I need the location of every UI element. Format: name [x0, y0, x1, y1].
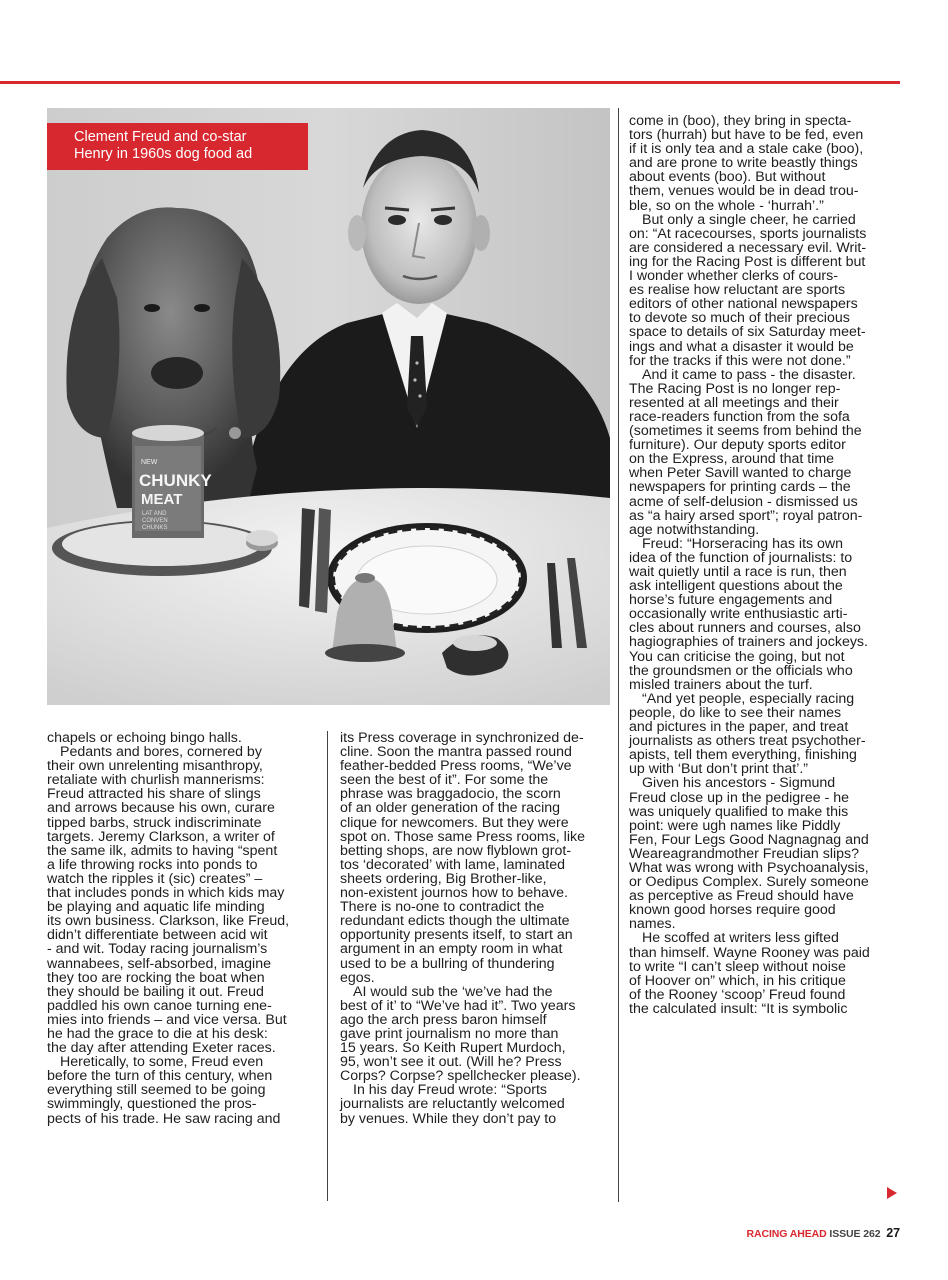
article-line: a life throwing rocks into ponds to [47, 856, 258, 873]
article-line: race-readers function from the sofa [629, 408, 850, 425]
article-line: the day after attending Exeter races. [47, 1040, 276, 1057]
article-line: spot on. Those same Press rooms, like [340, 828, 585, 845]
article-line: - and wit. Today racing journalism’s [47, 941, 268, 958]
article-line: What was wrong with Psychoanalysis, [629, 859, 869, 876]
article-line: pects of his trade. He saw racing and [47, 1110, 281, 1127]
article-line: point: were ugh names like Piddly [629, 817, 841, 834]
article-line: known good horses require good [629, 902, 836, 919]
article-line: wannabees, self-absorbed, imagine [47, 955, 271, 972]
article-line: they should be bailing it out. Freud [47, 983, 264, 1000]
article-line: everything still seemed to be going [47, 1082, 266, 1099]
article-line: Freud attracted his share of slings [47, 786, 261, 803]
article-line: acme of self-delusion - dismissed us [629, 493, 858, 510]
article-column-3 [629, 114, 901, 1016]
article-line: resented at all meetings and their [629, 394, 839, 411]
article-line: There is no-one to contradict the [340, 899, 545, 916]
article-line: wait quietly until a race is run, then [629, 564, 847, 580]
page-number: 27 [886, 1226, 900, 1240]
article-line: ing for the Racing Post is different but [629, 253, 866, 270]
article-line: targets. Jeremy Clarkson, a writer of [47, 828, 275, 845]
article-line: the groundsmen or the officials who [629, 662, 853, 679]
article-line: 15 years. So Keith Rupert Murdoch, [340, 1040, 566, 1057]
article-line: that includes ponds in which kids may [47, 885, 285, 902]
article-line: about events (boo). But without [629, 169, 826, 186]
article-line: used to be a bullring of thundering [340, 955, 555, 972]
article-line: misled trainers about the turf. [629, 676, 813, 693]
article-line: clique for newcomers. But they were [340, 814, 569, 831]
article-line: tos ‘decorated’ with lame, laminated [340, 856, 566, 873]
article-line: Corps? Corpse? spellchecker please). [340, 1068, 581, 1085]
article-line: as perceptive as Freud should have [629, 888, 854, 905]
caption-line-2: Henry in 1960s dog food ad [74, 146, 253, 162]
article-line: on the Express, around that time [629, 451, 835, 468]
article-line: and arrows because his own, curare [47, 800, 275, 817]
article-line: Given his ancestors - Sigmund [642, 775, 836, 792]
article-line: names. [629, 916, 676, 933]
article-line: Pedants and bores, cornered by [60, 744, 262, 761]
article-line: was uniquely qualified to make this [629, 803, 849, 820]
article-line: argument in an empty room in what [340, 941, 563, 958]
article-line: their own unrelenting misanthropy, [47, 758, 263, 775]
article-line: 95, won’t see it out. (Will he? Press [340, 1054, 562, 1071]
footer-publication: RACING AHEAD [746, 1228, 827, 1240]
article-line: cles about runners and courses, also [629, 620, 861, 637]
can-label-line1: LAT AND [142, 511, 167, 517]
article-line: In his day Freud wrote: “Sports [353, 1082, 547, 1099]
article-line: But only a single cheer, he carried [642, 211, 856, 228]
column-divider [327, 731, 328, 1201]
article-line: sheets ordering, Big Brother-like, [340, 870, 547, 887]
article-line: watch the ripples it (sic) creates” – [47, 870, 263, 887]
article-line: and are prone to write beastly things [629, 155, 858, 172]
article-line: tipped barbs, struck indiscriminate [47, 814, 262, 831]
article-line: when Peter Savill wanted to charge [629, 465, 852, 482]
article-line: the same ilk, admits to having “spent [47, 842, 278, 859]
footer-issue: ISSUE 262 [829, 1228, 881, 1240]
article-line: AI would sub the ‘we’ve had the [353, 983, 553, 1000]
article-line: than himself. Wayne Rooney was paid [629, 944, 870, 961]
article-line: cline. Soon the mantra passed round [340, 744, 572, 761]
article-line: of an older generation of the racing [340, 800, 561, 817]
article-line: And it came to pass - the disaster. [642, 366, 856, 383]
article-line: to devote so much of their precious [629, 310, 850, 327]
article-line: retaliate with churlish mannerisms: [47, 772, 265, 789]
article-line: phrase was braggadocio, the scorn [340, 786, 561, 803]
can-label-new: NEW [141, 459, 158, 466]
article-column-1 [47, 731, 315, 1126]
article-line: Weareagrandmother Freudian slips? [629, 845, 860, 862]
article-line: best of it’ to “We’ve had it”. Two years [340, 997, 576, 1014]
article-line: Freud close up in the pedigree - he [629, 789, 850, 806]
article-line: ago the arch press baron himself [340, 1011, 547, 1028]
article-line: feather-bedded Press rooms, “We’ve [340, 758, 572, 775]
article-line: editors of other national newspapers [629, 296, 858, 313]
article-line: ings and what a disaster it would be [629, 338, 854, 355]
can-label-brand: CHUNKY [139, 471, 212, 490]
article-line: occasionally write enthusiastic arti- [629, 606, 848, 623]
article-line: up with ‘But don’t print that’.” [629, 761, 809, 778]
article-line: apists, tell them everything, finishing [629, 747, 857, 764]
article-line: space to details of six Saturday meet- [629, 324, 866, 341]
article-line: on: “At racecourses, sports journalists [629, 225, 867, 242]
article-line: people, do like to see their names [629, 704, 842, 721]
article-line: redundant edicts though the ultimate [340, 913, 570, 930]
article-line: of the Rooney ‘scoop’ Freud found [629, 986, 846, 1003]
article-line: come in (boo), they bring in specta- [629, 113, 852, 129]
article-line: furniture). Our deputy sports editor [629, 437, 846, 454]
article-line: non-existent journos how to behave. [340, 885, 568, 902]
article-line: and pictures in the paper, and treat [629, 719, 849, 736]
article-line: didn’t differentiate between acid wit [47, 927, 268, 944]
article-line: I wonder whether clerks of cours- [629, 268, 838, 285]
caption-line-1: Clement Freud and co-star [74, 129, 247, 145]
article-line: age notwithstanding. [629, 521, 760, 538]
article-line: swimmingly, questioned the pros- [47, 1096, 257, 1113]
article-line: mies into friends – and vice versa. But [47, 1011, 287, 1028]
article-line: before the turn of this century, when [47, 1068, 273, 1085]
article-line: Heretically, to some, Freud even [60, 1054, 264, 1071]
article-line: ask intelligent questions about the [629, 578, 843, 595]
article-line: be playing and aquatic life minding [47, 899, 265, 916]
can-label-meat: MEAT [141, 491, 183, 508]
article-line: if it is only tea and a stale cake (boo), [629, 141, 864, 158]
article-line: es realise how reluctant are sports [629, 282, 846, 299]
article-line: paddled his own canoe turning ene- [47, 997, 272, 1014]
article-column-2 [340, 731, 608, 1126]
article-line: (sometimes it seems from behind the [629, 423, 862, 440]
article-line: them, venues would be in dead trou- [629, 183, 859, 200]
article-line: Freud: “Horseracing has its own [642, 535, 844, 552]
article-photo [47, 108, 610, 705]
article-line: he had the grace to die at his desk: [47, 1025, 268, 1042]
article-line: seen the best of it”. For some the [340, 772, 549, 789]
article-line: He scoffed at writers less gifted [642, 930, 839, 947]
article-line: they too are rocking the boat when [47, 969, 265, 986]
article-line: ble, so on the whole - ‘hurrah’.” [629, 197, 824, 214]
article-line: are considered a necessary evil. Writ- [629, 239, 867, 256]
article-line: for the tracks if this were not done.” [629, 352, 851, 369]
article-line: egos. [340, 969, 375, 986]
article-line: hagiographies of trainers and jockeys. [629, 634, 868, 651]
article-line: as “a hairy arsed sport”; royal patron- [629, 507, 863, 524]
article-line: betting shops, are now flyblown grot- [340, 842, 572, 859]
article-line: The Racing Post is no longer rep- [629, 380, 841, 397]
article-line: its own business. Clarkson, like Freud, [47, 913, 290, 930]
article-line: horse’s future engagements and [629, 592, 833, 609]
article-line: journalists are reluctantly welcomed [340, 1096, 565, 1113]
article-line: of Hoover on” which, in his critique [629, 972, 846, 989]
article-line: the calculated insult: “It is symbolic [629, 1000, 848, 1017]
photo-caption [47, 123, 308, 170]
article-line: “And yet people, especially racing [642, 690, 855, 707]
article-line: by venues. While they don’t pay to [340, 1110, 557, 1127]
article-line: chapels or echoing bingo halls. [47, 730, 242, 746]
article-line: its Press coverage in synchronized de- [340, 730, 584, 746]
article-line: idea of the function of journalists: to [629, 549, 853, 566]
article-line: You can criticise the going, but not [629, 648, 845, 665]
article-line: opportunity presents itself, to start an [340, 927, 573, 944]
article-line: gave print journalism no more than [340, 1025, 559, 1042]
article-line: tors (hurrah) but have to be fed, even [629, 127, 864, 144]
article-line: or Oedipus Complex. Surely someone [629, 874, 869, 891]
can-label-line3: CHUNKS [142, 525, 168, 531]
article-line: Fen, Four Legs Good Nagnagnag and [629, 831, 869, 848]
article-line: to write “I can’t sleep without noise [629, 958, 846, 975]
can-label-line2: CONVEN [142, 518, 168, 524]
column-divider [618, 108, 619, 1202]
continue-arrow-icon [887, 1187, 897, 1199]
article-line: journalists as others treat psychother- [629, 733, 866, 750]
page-footer [747, 1226, 901, 1240]
article-line: newspapers for printing cards – the [629, 479, 851, 496]
top-red-rule [0, 81, 900, 84]
